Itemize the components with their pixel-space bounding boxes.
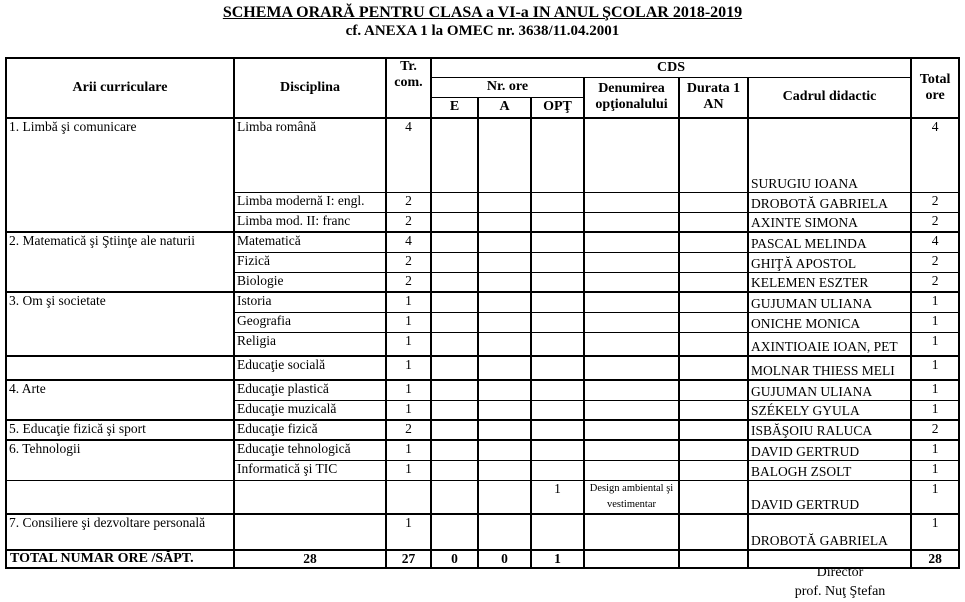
cell-durata	[679, 440, 748, 460]
cell-a	[478, 480, 531, 514]
cell-denumirea	[584, 232, 679, 252]
cell-e	[431, 118, 478, 192]
cell-disciplina: Educaţie plastică	[234, 380, 386, 400]
cell-disciplina: Matematică	[234, 232, 386, 252]
cell-disciplina	[234, 514, 386, 550]
cell-e	[431, 252, 478, 272]
cell-durata	[679, 272, 748, 292]
cell-cadrul-didactic: DROBOTĂ GABRIELA	[748, 514, 911, 550]
cell-disciplina: Istoria	[234, 292, 386, 312]
cell-e	[431, 312, 478, 332]
table-row	[6, 356, 959, 380]
cell-opt	[531, 252, 584, 272]
cell-denumirea	[584, 400, 679, 420]
cell-opt	[531, 272, 584, 292]
cell-total-ore: 4	[911, 118, 959, 192]
cell-durata	[679, 292, 748, 312]
cell-a	[478, 272, 531, 292]
cell-cadrul-didactic: SURUGIU IOANA	[748, 118, 911, 192]
cell-opt	[531, 232, 584, 252]
cell-durata	[679, 420, 748, 440]
cell-disciplina: Biologie	[234, 272, 386, 292]
table-row	[6, 480, 959, 514]
cell-disciplina: Educaţie socială	[234, 356, 386, 380]
cell-e	[431, 420, 478, 440]
cell-tr-com: 1	[386, 514, 431, 550]
header-col-e: E	[431, 97, 478, 118]
cell-total-ore: 1	[911, 440, 959, 460]
schedule-table	[5, 57, 960, 569]
cell-e	[431, 514, 478, 550]
cell-a	[478, 232, 531, 252]
cell-denumirea	[584, 272, 679, 292]
cell-arii-curriculare: 2. Matematică şi Ştiinţe ale naturii	[6, 232, 234, 292]
header-row-1	[6, 58, 959, 77]
cell-cadrul-didactic: GHIŢĂ APOSTOL	[748, 252, 911, 272]
cell-tr-com: 4	[386, 232, 431, 252]
cell-total-ore: 2	[911, 272, 959, 292]
table-row	[6, 292, 959, 312]
cell-durata	[679, 232, 748, 252]
cell-total-ore: 4	[911, 232, 959, 252]
cell-cadrul-didactic: ONICHE MONICA	[748, 312, 911, 332]
title-block	[0, 3, 965, 41]
cell-cadrul-didactic: GUJUMAN ULIANA	[748, 380, 911, 400]
cell-e	[431, 192, 478, 212]
cell-denumirea	[584, 292, 679, 312]
cell-tr-com: 1	[386, 440, 431, 460]
cell-tr-com: 2	[386, 192, 431, 212]
cell-e	[431, 380, 478, 400]
cell-denumirea	[584, 460, 679, 480]
cell-cadrul-didactic: AXINTE SIMONA	[748, 212, 911, 232]
cell-a	[478, 356, 531, 380]
cell-disciplina: Limba modernă I: engl.	[234, 192, 386, 212]
cell-denumirea	[584, 332, 679, 356]
signature-block	[700, 563, 965, 601]
cell-denumirea	[584, 118, 679, 192]
cell-durata	[679, 480, 748, 514]
cell-total-ore: 1	[911, 380, 959, 400]
cell-e	[431, 332, 478, 356]
cell-e	[431, 400, 478, 420]
cell-tr-com: 2	[386, 252, 431, 272]
cell-cadrul-didactic: PASCAL MELINDA	[748, 232, 911, 252]
table-body	[6, 118, 959, 568]
page-title: SCHEMA ORARĂ PENTRU CLASA a VI-a IN ANUL ŞCOLAR 2018-2019	[222, 4, 743, 21]
table-header	[6, 58, 959, 118]
cell-denumirea	[584, 420, 679, 440]
cell-opt	[531, 312, 584, 332]
cell-cadrul-didactic: BALOGH ZSOLT	[748, 460, 911, 480]
cell-total-ore: 2	[911, 420, 959, 440]
cell-total-ore: 1	[911, 480, 959, 514]
cell-tr-com: 1	[386, 460, 431, 480]
cell-denumirea	[584, 192, 679, 212]
cell-durata	[679, 312, 748, 332]
cell-a	[478, 440, 531, 460]
cell-opt	[531, 440, 584, 460]
cell-total-denumirea	[584, 550, 679, 568]
cell-denumirea	[584, 312, 679, 332]
cell-durata	[679, 400, 748, 420]
header-cds: CDS	[431, 58, 911, 77]
cell-opt	[531, 292, 584, 312]
cell-durata	[679, 192, 748, 212]
cell-opt	[531, 356, 584, 380]
cell-a	[478, 460, 531, 480]
cell-disciplina: Limba română	[234, 118, 386, 192]
cell-cadrul-didactic: SZÉKELY GYULA	[748, 400, 911, 420]
cell-opt	[531, 420, 584, 440]
cell-tr-com	[386, 480, 431, 514]
header-cadrul-didactic: Cadrul didactic	[748, 77, 911, 118]
cell-opt	[531, 192, 584, 212]
cell-opt	[531, 332, 584, 356]
header-nr-ore: Nr. ore	[431, 77, 584, 97]
cell-a	[478, 332, 531, 356]
cell-a	[478, 380, 531, 400]
cell-durata	[679, 356, 748, 380]
cell-total-ore: 1	[911, 312, 959, 332]
cell-total-label: TOTAL NUMAR ORE /SĂPT.	[6, 550, 234, 568]
cell-a	[478, 212, 531, 232]
cell-e	[431, 480, 478, 514]
cell-denumirea	[584, 440, 679, 460]
cell-e	[431, 460, 478, 480]
cell-cadrul-didactic: ISBĂŞOIU RALUCA	[748, 420, 911, 440]
cell-durata	[679, 332, 748, 356]
cell-total-tr-com: 27	[386, 550, 431, 568]
cell-disciplina: Geografia	[234, 312, 386, 332]
cell-opt	[531, 514, 584, 550]
cell-tr-com: 2	[386, 212, 431, 232]
cell-tr-com: 2	[386, 420, 431, 440]
cell-cadrul-didactic: DAVID GERTRUD	[748, 480, 911, 514]
page-subtitle: cf. ANEXA 1 la OMEC nr. 3638/11.04.2001	[345, 23, 620, 39]
cell-disciplina: Educaţie tehnologică	[234, 440, 386, 460]
cell-e	[431, 356, 478, 380]
cell-durata	[679, 460, 748, 480]
cell-durata	[679, 380, 748, 400]
cell-total-ore: 1	[911, 460, 959, 480]
cell-disciplina: Educaţie muzicală	[234, 400, 386, 420]
cell-arii-curriculare: 4. Arte	[6, 380, 234, 420]
cell-total-opt: 1	[531, 550, 584, 568]
cell-denumirea	[584, 356, 679, 380]
table-row	[6, 380, 959, 400]
table-row	[6, 232, 959, 252]
cell-e	[431, 212, 478, 232]
cell-a	[478, 312, 531, 332]
cell-a	[478, 118, 531, 192]
cell-cadrul-didactic: AXINTIOAIE IOAN, PET	[748, 332, 911, 356]
cell-a	[478, 252, 531, 272]
cell-disciplina: Informatică şi TIC	[234, 460, 386, 480]
cell-arii-curriculare	[6, 356, 234, 380]
header-col-opt: OPŢ	[531, 97, 584, 118]
cell-disciplina: Religia	[234, 332, 386, 356]
table-row	[6, 440, 959, 460]
header-col-a: A	[478, 97, 531, 118]
cell-total-ore: 1	[911, 332, 959, 356]
cell-a	[478, 420, 531, 440]
cell-a	[478, 292, 531, 312]
cell-opt	[531, 380, 584, 400]
table-row	[6, 118, 959, 192]
cell-disciplina: Fizică	[234, 252, 386, 272]
cell-e	[431, 440, 478, 460]
cell-denumirea	[584, 252, 679, 272]
cell-total-ore: 2	[911, 252, 959, 272]
cell-cadrul-didactic: KELEMEN ESZTER	[748, 272, 911, 292]
cell-durata	[679, 514, 748, 550]
director-title: Director	[816, 565, 864, 580]
cell-opt	[531, 212, 584, 232]
cell-total-ore: 28	[911, 550, 959, 568]
cell-total-disciplina: 28	[234, 550, 386, 568]
cell-tr-com: 1	[386, 292, 431, 312]
cell-total-ore: 1	[911, 400, 959, 420]
cell-tr-com: 1	[386, 332, 431, 356]
cell-opt	[531, 460, 584, 480]
cell-arii-curriculare: 6. Tehnologii	[6, 440, 234, 480]
cell-a	[478, 192, 531, 212]
cell-denumirea	[584, 380, 679, 400]
cell-tr-com: 4	[386, 118, 431, 192]
cell-tr-com: 1	[386, 380, 431, 400]
cell-tr-com: 1	[386, 356, 431, 380]
cell-a	[478, 514, 531, 550]
cell-arii-curriculare: 5. Educaţie fizică şi sport	[6, 420, 234, 440]
header-durata-1-an: Durata 1 AN	[679, 77, 748, 118]
cell-tr-com: 1	[386, 312, 431, 332]
cell-durata	[679, 252, 748, 272]
header-arii-curriculare: Arii curriculare	[6, 58, 234, 118]
header-disciplina: Disciplina	[234, 58, 386, 118]
header-denumirea-optionalului: Denumirea opţionalului	[584, 77, 679, 118]
header-tr-com: Tr. com.	[386, 58, 431, 118]
cell-opt: 1	[531, 480, 584, 514]
cell-a	[478, 400, 531, 420]
cell-cadrul-didactic: MOLNAR THIESS MELI	[748, 356, 911, 380]
cell-tr-com: 2	[386, 272, 431, 292]
cell-disciplina	[234, 480, 386, 514]
cell-cadrul-didactic: GUJUMAN ULIANA	[748, 292, 911, 312]
cell-e	[431, 272, 478, 292]
cell-denumirea	[584, 212, 679, 232]
header-total-ore: Total ore	[911, 58, 959, 118]
cell-arii-curriculare	[6, 480, 234, 514]
cell-e	[431, 232, 478, 252]
cell-cadrul-didactic: DAVID GERTRUD	[748, 440, 911, 460]
cell-total-a: 0	[478, 550, 531, 568]
cell-arii-curriculare: 7. Consiliere şi dezvoltare personală	[6, 514, 234, 550]
cell-denumirea: Design ambiental şi vestimentar	[584, 480, 679, 514]
cell-disciplina: Limba mod. II: franc	[234, 212, 386, 232]
cell-opt	[531, 118, 584, 192]
cell-total-ore: 2	[911, 212, 959, 232]
cell-disciplina: Educaţie fizică	[234, 420, 386, 440]
cell-opt	[531, 400, 584, 420]
cell-durata	[679, 212, 748, 232]
cell-denumirea	[584, 514, 679, 550]
cell-arii-curriculare: 3. Om şi societate	[6, 292, 234, 356]
cell-e	[431, 292, 478, 312]
table-row	[6, 514, 959, 550]
cell-total-e: 0	[431, 550, 478, 568]
cell-total-ore: 2	[911, 192, 959, 212]
cell-tr-com: 1	[386, 400, 431, 420]
table-row	[6, 420, 959, 440]
cell-cadrul-didactic: DROBOTĂ GABRIELA	[748, 192, 911, 212]
cell-total-ore: 1	[911, 292, 959, 312]
cell-durata	[679, 118, 748, 192]
cell-total-ore: 1	[911, 356, 959, 380]
cell-total-ore: 1	[911, 514, 959, 550]
director-name: prof. Nuţ Ştefan	[794, 584, 886, 599]
cell-arii-curriculare: 1. Limbă şi comunicare	[6, 118, 234, 232]
